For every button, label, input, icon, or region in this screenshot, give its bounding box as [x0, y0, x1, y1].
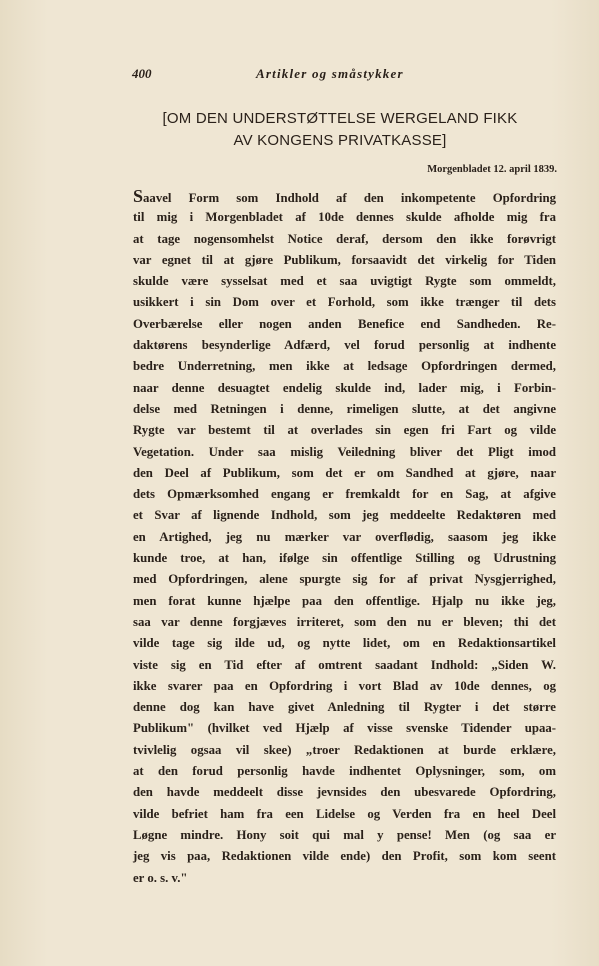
- body-line: at tage nogensomhelst Notice deraf, dersom den ikke forøvrigt: [133, 231, 556, 246]
- body-line: vilde befriet ham fra een Lidelse og Verden fra en heel Deel: [133, 806, 556, 821]
- source-citation: Morgenbladet 12. april 1839.: [427, 164, 557, 175]
- body-line: usikkert i sin Dom over et Forhold, som ikke trænger til dets: [133, 295, 556, 310]
- body-line: Rygte var bestemt til at overlades sin egen fri Fart og vilde: [133, 423, 556, 438]
- body-text: [133, 186, 556, 889]
- body-line: kunde troe, at han, ifølge sin offentlige Stilling og Udrustning: [133, 551, 556, 566]
- body-line: vilde tage sig ilde ud, og nytte lidet, om en Redaktionsartikel: [133, 636, 556, 651]
- body-line: bedre Underretning, men ikke at ledsage Opfordringen dermed,: [133, 359, 556, 374]
- page-number: 400: [132, 66, 152, 81]
- running-title: Artikler og småstykker: [256, 66, 404, 81]
- body-line: Løgne mindre. Hony soit qui mal y pense! Men (og saa er: [133, 827, 556, 842]
- running-head: [132, 66, 539, 86]
- article-title-line-1: [OM DEN UNDERSTØTTELSE WERGELAND FIKK: [162, 110, 518, 127]
- body-line: jeg vis paa, Redaktionen vilde ende) den Profit, som kom seent: [133, 849, 556, 864]
- body-line: daktørens besynderlige Adfærd, vel forud personlig at indhente: [133, 338, 556, 353]
- body-line: med Opfordringen, alene spurgte sig for af privat Nysgjerrighed,: [133, 572, 556, 587]
- body-line: Publikum" (hvilket ved Hjælp af visse svenske Tidender upaa-: [133, 721, 556, 736]
- drop-cap: S: [133, 186, 144, 206]
- body-line-text: aavel Form som Indhold af den inkompetente Opfordring: [143, 191, 556, 205]
- body-line: et Svar af lignende Indhold, som jeg meddeelte Redaktøren med: [133, 508, 556, 523]
- body-line: delse med Retningen i denne, rimeligen slutte, at det angivne: [133, 401, 556, 416]
- body-line: den Deel af Publikum, som det er om Sandhed at gjøre, naar: [133, 465, 556, 480]
- body-line: skulde være sysselsat med et saa uvigtigt Rygte som ommeldt,: [133, 274, 556, 289]
- body-line: saa var denne forgjæves irriteret, som den nu er bleven; thi det: [133, 614, 556, 629]
- body-line: en Artighed, jeg nu mærker var overflødig, saasom jeg ikke: [133, 529, 556, 544]
- body-line: den havde meddeelt disse jevnsides den ubesvarede Opfordring,: [133, 785, 556, 800]
- body-line: denne dog kan have givet Anledning til Rygter i det større: [133, 700, 556, 715]
- body-line: til mig i Morgenbladet af 10de dennes skulde afholde mig fra: [133, 210, 556, 225]
- body-line: men forat kunne hjælpe paa den offentlige. Hjalp nu ikke jeg,: [133, 593, 556, 608]
- article-title: [110, 108, 570, 152]
- body-line: ikke svarer paa en Opfordring i vort Blad av 10de dennes, og: [133, 678, 556, 693]
- body-line: at den forud personlig havde indhentet Oplysninger, som, om: [133, 764, 556, 779]
- body-line: er o. s. v.": [133, 870, 188, 885]
- body-line: naar denne desuagtet endelig skulde ind, lader mig, i Forbin-: [133, 380, 556, 395]
- body-line: Vegetation. Under saa mislig Veiledning bliver det Pligt imod: [133, 444, 556, 459]
- article-title-line-2: AV KONGENS PRIVATKASSE]: [233, 132, 447, 149]
- body-line: tvivlelig ogsaa vil skee) „troer Redaktionen at burde erklære,: [133, 742, 556, 757]
- body-line: var egnet til at gjøre Publikum, forsaavidt det virkelig for Tiden: [133, 252, 556, 267]
- body-line: dets Opmærksomhed engang er fremkaldt for en Sag, at afgive: [133, 487, 556, 502]
- body-line: [133, 186, 556, 207]
- body-line: Overbærelse eller nogen anden Benefice end Sandheden. Re-: [133, 316, 556, 331]
- body-line: viste sig en Tid efter af omtrent saadant Indhold: „Siden W.: [133, 657, 556, 672]
